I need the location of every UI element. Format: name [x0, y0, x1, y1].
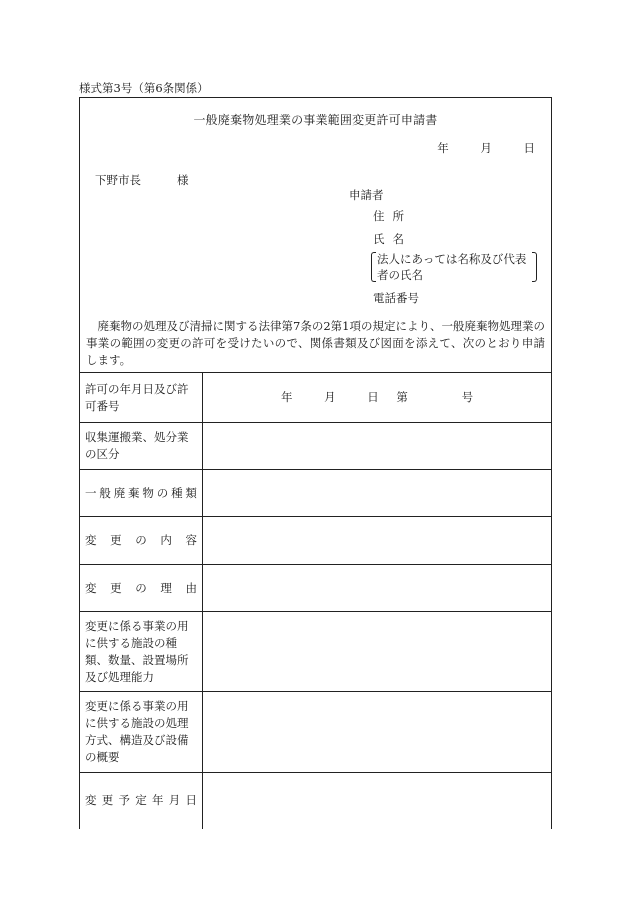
facility-capacity-value[interactable]	[203, 612, 552, 692]
date-day: 日	[523, 141, 535, 155]
row-label-category: 収集運搬業、処分業の区分	[80, 423, 203, 470]
waste-type-value[interactable]	[203, 470, 552, 517]
applicant-address-label: 住所	[373, 209, 412, 223]
facility-method-value[interactable]	[203, 692, 552, 773]
permit-go: 号	[461, 390, 474, 404]
table-row	[80, 773, 552, 829]
permit-value[interactable]	[203, 373, 552, 423]
row-label-facility-method: 変更に係る事業の用に供する施設の処理方式、構造及び設備の概要	[80, 692, 203, 773]
date-month: 月	[480, 141, 492, 155]
applicant-phone-label: 電話番号	[373, 291, 419, 305]
addressee-name: 下野市長	[95, 173, 141, 187]
table-row	[80, 612, 552, 692]
category-value[interactable]	[203, 423, 552, 470]
table-row	[80, 423, 552, 470]
application-date	[437, 140, 535, 156]
corporation-note: 法人にあっては名称及び代表者の氏名	[371, 251, 537, 283]
row-label-facility-capacity: 変更に係る事業の用に供する施設の種類、数量、設置場所及び処理能力	[80, 612, 203, 692]
application-fields-table	[79, 372, 552, 829]
row-label-permit: 許可の年月日及び許可番号	[80, 373, 203, 423]
permit-year: 年	[280, 390, 293, 404]
table-row	[80, 373, 552, 423]
row-label-change-content: 変 更 の 内 容	[85, 533, 197, 547]
application-statement: 廃棄物の処理及び清掃に関する法律第7条の2第1項の規定により、一般廃棄物処理業の事業の範囲の変更の許可を受けたいので、関係書類及び図面を添えて、次のとおり申請します。	[86, 319, 545, 367]
document-title: 一般廃棄物処理業の事業範囲変更許可申請書	[193, 113, 438, 127]
applicant-label: 申請者	[349, 188, 384, 202]
permit-day: 日	[367, 390, 379, 404]
row-label-waste-type: 一 般 廃 棄 物 の 種 類	[85, 485, 197, 500]
table-row	[80, 565, 552, 612]
addressee-honorific: 様	[177, 173, 189, 187]
row-label-scheduled-date: 変 更 予 定 年 月 日	[85, 793, 197, 808]
scheduled-date-value[interactable]	[203, 773, 552, 829]
table-row	[80, 692, 552, 773]
change-reason-value[interactable]	[203, 565, 552, 612]
application-form	[79, 97, 552, 827]
date-year: 年	[437, 141, 449, 155]
permit-month: 月	[324, 390, 336, 404]
permit-dai: 第	[396, 390, 408, 404]
change-content-value[interactable]	[203, 517, 552, 565]
table-row	[80, 470, 552, 517]
addressee	[95, 172, 189, 188]
table-row	[80, 517, 552, 565]
form-number: 様式第3号（第6条関係）	[79, 81, 209, 95]
applicant-name-label: 氏名	[373, 232, 412, 246]
row-label-change-reason: 変 更 の 理 由	[85, 580, 197, 595]
